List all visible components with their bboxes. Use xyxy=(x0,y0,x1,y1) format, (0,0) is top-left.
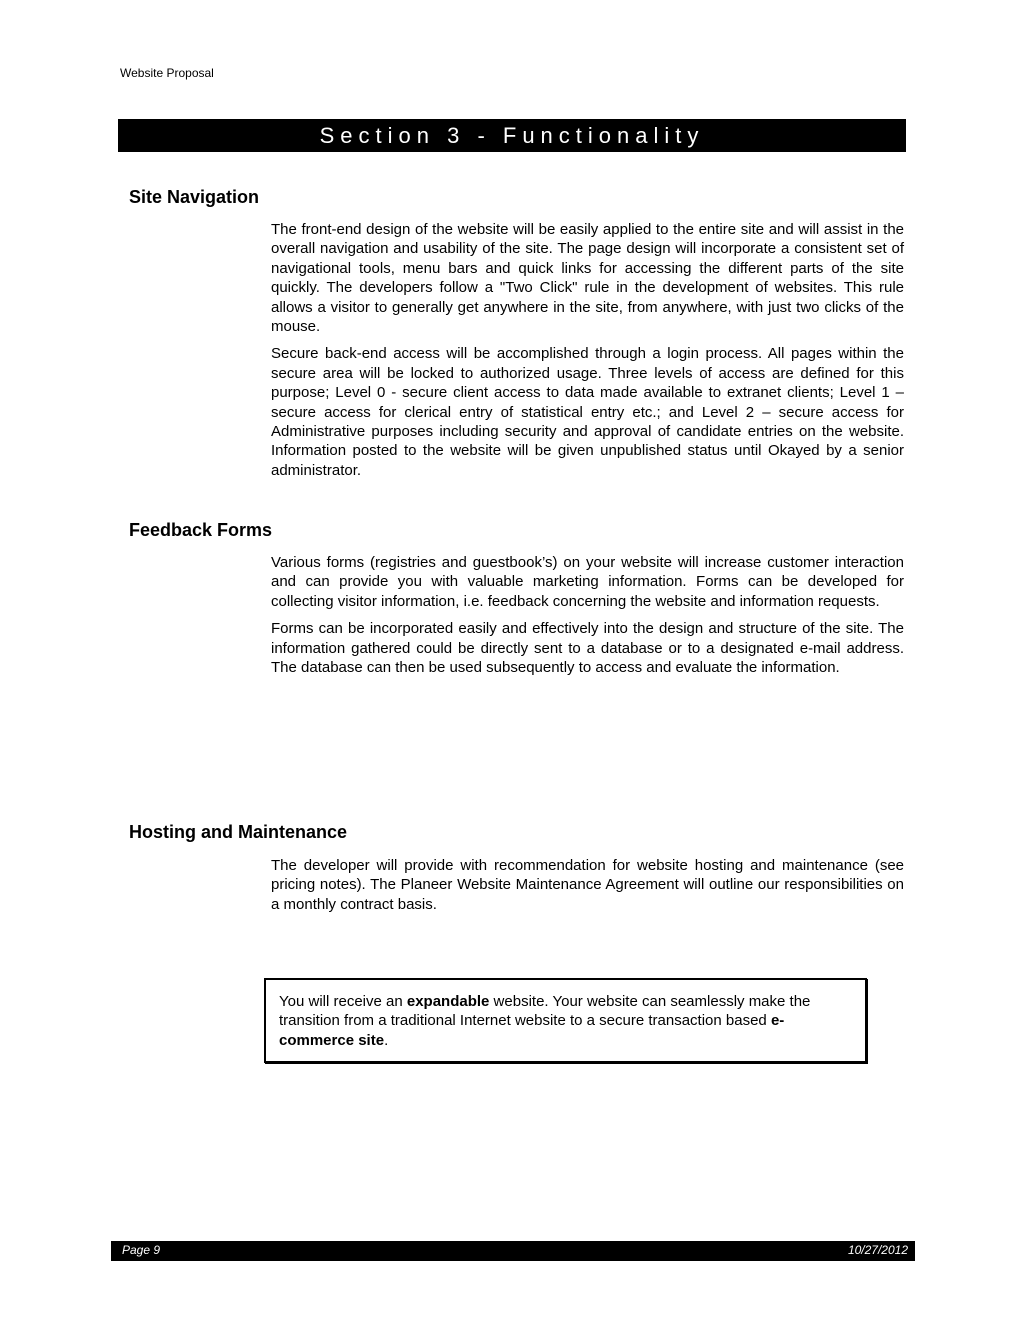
paragraph: The front-end design of the website will be easily applied to the entire site and will assist in the overall navigation and usability of the site. The page design will incorporate a consistent set of navigational tools, menu bars and quick links for accessing the different parts of the site quickly. The developers follow a "Two Click" rule in the development of websites. This rule allows a visitor to generally get anywhere in the site, from anywhere, with just two clicks of the mouse. xyxy=(271,221,904,336)
running-header: Website Proposal xyxy=(120,66,214,80)
heading-feedback-forms: Feedback Forms xyxy=(129,520,273,540)
heading-hosting-maintenance: Hosting and Maintenance xyxy=(129,822,348,842)
hosting-body xyxy=(271,856,904,922)
footer-bar xyxy=(111,1241,915,1260)
paragraph: The developer will provide with recommendation for website hosting and maintenance (see pricing notes). The Planeer Website Maintenance Agreement will outline our responsibilities on a monthly contract basis. xyxy=(271,857,904,913)
paragraph: Forms can be incorporated easily and effectively into the design and structure of the site. The information gathered could be directly sent to a database or to a designated e-mail address. The database can then be used subsequently to access and evaluate the information. xyxy=(271,620,904,677)
page-number: Page 9 xyxy=(122,1243,161,1257)
heading-site-navigation: Site Navigation xyxy=(129,187,260,207)
feedback-forms-body xyxy=(271,553,904,685)
callout-emphasis-expandable: expandable xyxy=(406,993,490,1010)
section-title-banner: Section 3 - Functionality xyxy=(118,119,906,152)
footer-date: 10/27/2012 xyxy=(847,1243,908,1257)
paragraph: Various forms (registries and guestbook’s) on your website will increase customer interaction and can provide you with valuable marketing information. Forms can be developed for collecting visitor information, i.e. feedback concerning the website and information requests. xyxy=(271,554,904,610)
paragraph: Secure back-end access will be accomplished through a login process. All pages within the secure area will be locked to authorized usage. Three levels of access are defined for this purpose; Level 0 - secure client access to data made available to extranet clients; Level 1 – secure access for clerical entry of statistical entry etc.; and Level 2 – secure access for Administrative purposes including security and approval of candidate entries on the website. Information posted to the website will be given unpublished status until Okayed by a senior administrator. xyxy=(271,345,904,479)
callout-text-part: You will receive an xyxy=(279,993,407,1010)
callout-text-part: . xyxy=(384,1031,389,1049)
callout-text-part: website. Your website can seamlessly make the transition from a traditional Internet website to a secure transaction based xyxy=(279,993,811,1030)
callout-emphasis-ecommerce: e-commerce site xyxy=(279,1012,785,1049)
callout-text xyxy=(279,992,853,1050)
callout-box xyxy=(264,978,867,1063)
site-navigation-body xyxy=(271,220,904,488)
